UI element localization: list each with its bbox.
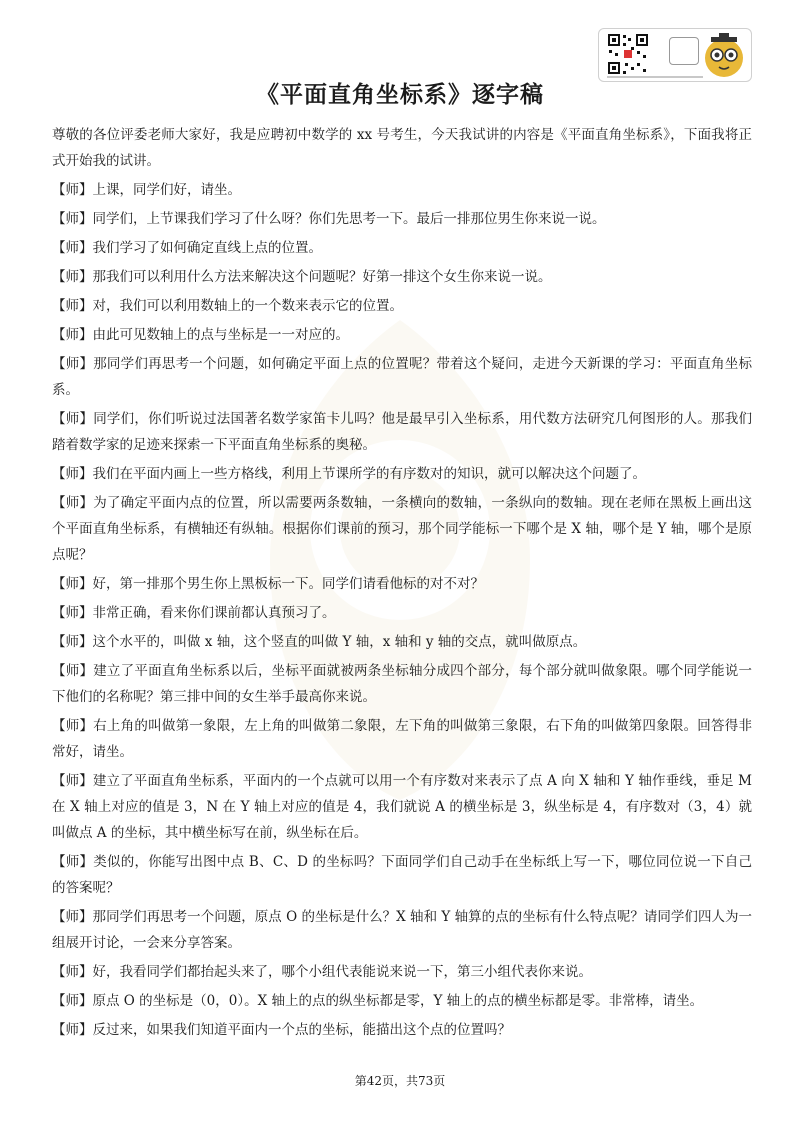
intro-paragraph: 尊敬的各位评委老师大家好，我是应聘初中数学的 xx 号考生，今天我试讲的内容是《平面直角坐标系》，下面我将正式开始我的试讲。 [52,127,752,169]
paragraph: 【师】非常正确，看来你们课前都认真预习了。 [52,605,336,621]
mascot-icon [699,31,749,81]
paragraph: 【师】为了确定平面内点的位置，所以需要两条数轴，一条横向的数轴，一条纵向的数轴。现在老师在黑板上画出这个平面直角坐标系，有横轴还有纵轴。根据你们课前的预习，那个同学能标一下哪个是 X 轴，哪个是 Y 轴，哪个是原点呢？ [52,495,752,563]
brand-badge [598,28,752,82]
paragraph: 【师】那同学们再思考一个问题，如何确定平面上点的位置呢？带着这个疑问，走进今天新课的学习：平面直角坐标系。 [52,356,752,398]
paragraph: 【师】由此可见数轴上的点与坐标是一一对应的。 [52,327,349,343]
speech-bubble-icon [669,37,699,65]
paragraph: 【师】类似的，你能写出图中点 B、C、D 的坐标吗？下面同学们自己动手在坐标纸上写一下，哪位同位说一下自己的答案呢？ [52,854,752,896]
paragraph: 【师】好，第一排那个男生你上黑板标一下。同学们请看他标的对不对？ [52,576,484,592]
paragraph: 【师】建立了平面直角坐标系以后，坐标平面就被两条坐标轴分成四个部分，每个部分就叫做象限。哪个同学能说一下他们的名称呢？第三排中间的女生举手最高你来说。 [52,663,752,705]
paragraph: 【师】同学们，你们听说过法国著名数学家笛卡儿吗？他是最早引入坐标系，用代数方法研究几何图形的人。那我们踏着数学家的足迹来探索一下平面直角坐标系的奥秘。 [52,411,752,453]
paragraph: 【师】右上角的叫做第一象限，左上角的叫做第二象限，左下角的叫做第三象限，右下角的叫做第四象限。回答得非常好，请坐。 [52,718,752,760]
paragraph: 【师】同学们，上节课我们学习了什么呀？你们先思考一下。最后一排那位男生你来说一说。 [52,211,606,227]
qr-code-icon [607,33,649,75]
paragraph: 【师】建立了平面直角坐标系，平面内的一个点就可以用一个有序数对来表示了点 A 向 X 轴和 Y 轴作垂线，垂足 M 在 X 轴上对应的值是 3，N 在 Y 轴上对应的值是 4，我们就说 A 的横坐标是 3，纵坐标是 4，有序数对（3，4）就叫做点 A 的坐标，其中横坐标写在前，纵坐标在后。 [52,773,752,841]
paragraph: 【师】对，我们可以利用数轴上的一个数来表示它的位置。 [52,298,403,314]
paragraph: 【师】我们在平面内画上一些方格线，利用上节课所学的有序数对的知识，就可以解决这个问题了。 [52,466,646,482]
paragraph: 【师】我们学习了如何确定直线上点的位置。 [52,240,322,256]
page-number: 第42页，共73页 [354,1074,446,1088]
document-body [52,122,752,1046]
paragraph: 【师】那我们可以利用什么方法来解决这个问题呢？好第一排这个女生你来说一说。 [52,269,552,285]
page-title: 《平面直角坐标系》逐字稿 [256,81,544,108]
paragraph: 【师】那同学们再思考一个问题，原点 O 的坐标是什么？X 轴和 Y 轴算的点的坐标有什么特点呢？请同学们四人为一组展开讨论，一会来分享答案。 [52,909,752,951]
paragraph: 【师】反过来，如果我们知道平面内一个点的坐标，能描出这个点的位置吗？ [52,1022,511,1038]
paragraph: 【师】上课，同学们好，请坐。 [52,182,241,198]
paragraph: 【师】原点 O 的坐标是（0，0）。X 轴上的点的纵坐标都是零，Y 轴上的点的横坐标都是零。非常棒，请坐。 [52,993,704,1009]
paragraph: 【师】这个水平的，叫做 x 轴，这个竖直的叫做 Y 轴，x 轴和 y 轴的交点，就叫做原点。 [52,634,587,650]
paragraph: 【师】好，我看同学们都抬起头来了，哪个小组代表能说来说一下，第三小组代表你来说。 [52,964,592,980]
